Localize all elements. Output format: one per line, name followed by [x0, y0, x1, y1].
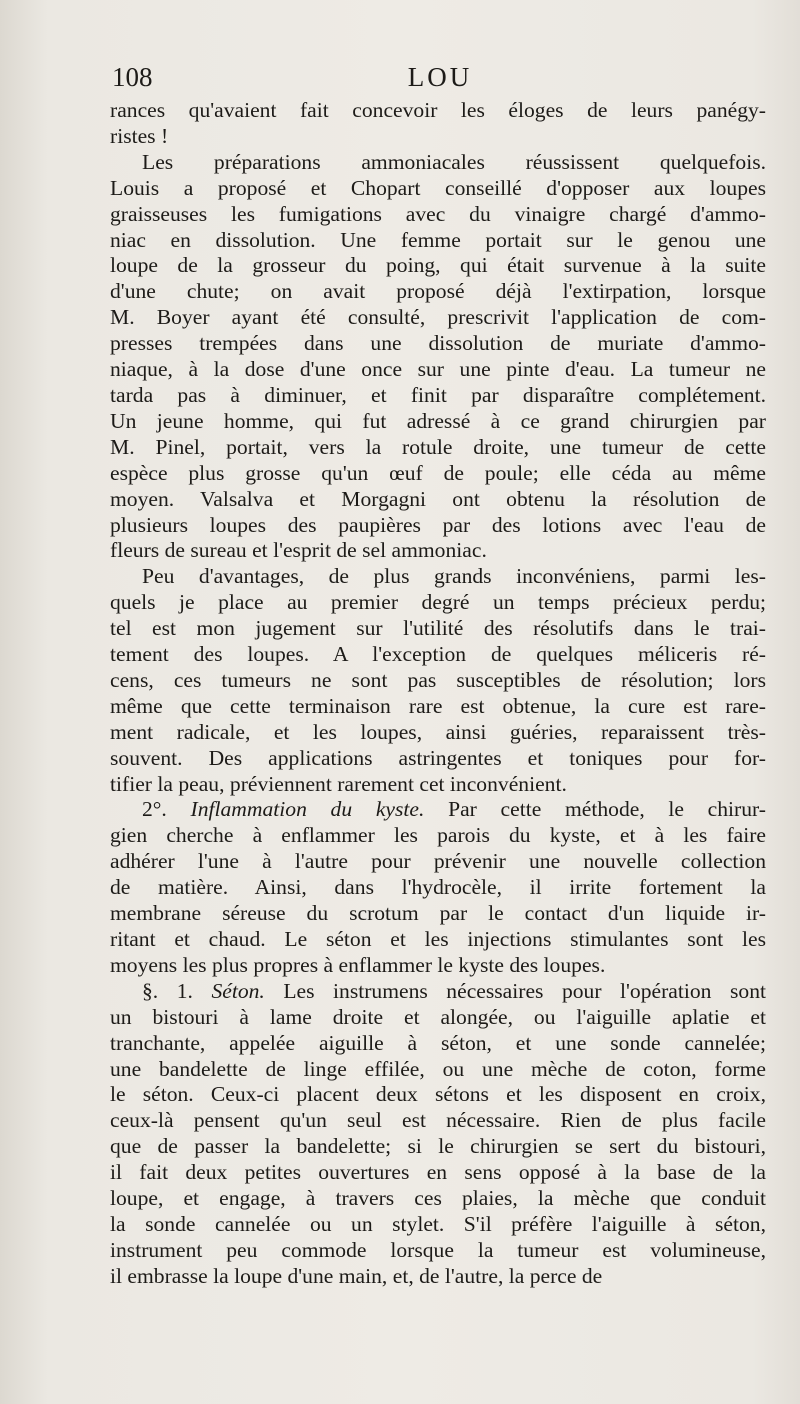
text-line: une bandelette de linge effilée, ou une mèche de coton, forme [110, 1056, 766, 1081]
text-line: fleurs de sureau et l'esprit de sel ammoniac. [110, 538, 487, 563]
text-line: adhérer l'une à l'autre pour prévenir une nouvelle collection [110, 849, 766, 874]
text-line: ritant et chaud. Le séton et les injections stimulantes sont les [110, 927, 766, 951]
text-line: moyens les plus propres à enflammer le kyste des loupes. [110, 952, 606, 977]
text-line: tel est mon jugement sur l'utilité des résolutifs dans le trai- [110, 616, 766, 641]
text-line: loupe de la grosseur du poing, qui était survenue à la suite [110, 253, 766, 278]
text-line: il embrasse la loupe d'une main, et, de l'autre, la perce de [110, 1263, 603, 1288]
page-header [112, 62, 768, 96]
section-title: Séton. [211, 978, 265, 1003]
text-line: tranchante, appelée aiguille à séton, et une sonde cannelée; [110, 1030, 766, 1055]
page-number: 108 [112, 62, 153, 92]
text-line: presses trempées dans une dissolution de muriate d'ammo- [110, 331, 766, 356]
text-line: tifier la peau, préviennent rarement cet inconvénient. [110, 771, 567, 796]
text-line: gien cherche à enflammer les parois du kyste, et à les faire [110, 823, 766, 848]
text-line: Peu d'avantages, de plus grands inconvéniens, parmi les- [142, 564, 766, 589]
text-line: même que cette terminaison rare est obtenue, la cure est rare- [110, 693, 766, 718]
text-line: souvent. Des applications astringentes et toniques pour for- [110, 745, 766, 770]
text-line: il fait deux petites ouvertures en sens opposé à la base de la [110, 1160, 766, 1185]
text-line: niac en dissolution. Une femme portait sur le genou une [110, 227, 766, 252]
section-title: Inflammation du kyste. [190, 797, 425, 822]
section-number: §. 1. [142, 978, 212, 1003]
text-line: ristes ! [110, 123, 169, 148]
text-line: niaque, à la dose d'une once sur une pinte d'eau. La tumeur ne [110, 357, 766, 382]
text-line: plusieurs loupes des paupières par des lotions avec l'eau de [110, 512, 766, 537]
text-line: instrument peu commode lorsque la tumeur est volumineuse, [110, 1237, 766, 1262]
text-line: Les préparations ammoniacales réussissent quelquefois. [142, 149, 766, 174]
text-line: ceux-là pensent qu'un seul est nécessaire. Rien de plus facile [110, 1108, 766, 1133]
text-line: moyen. Valsalva et Morgagni ont obtenu la résolution de [110, 486, 766, 511]
running-head: LOU [407, 62, 473, 92]
line-text: Les instrumens nécessaires pour l'opération sont [264, 978, 766, 1003]
paragraph [110, 979, 766, 1290]
text-line: M. Boyer ayant été consulté, prescrivit l'application de com- [110, 305, 766, 330]
paragraph [110, 98, 766, 150]
text-line: Louis a proposé et Chopart conseillé d'opposer aux loupes [110, 175, 766, 200]
text-line: que de passer la bandelette; si le chirurgien se sert du bistouri, [110, 1134, 766, 1159]
text-line: membrane séreuse du scrotum par le contact d'un liquide ir- [110, 901, 766, 926]
text-line: d'une chute; on avait proposé déjà l'extirpation, lorsque [110, 279, 766, 304]
paragraph [110, 150, 766, 565]
text-line: le séton. Ceux-ci placent deux sétons et les disposent en croix, [110, 1082, 766, 1107]
section-number: 2°. [142, 797, 191, 822]
text-line: Un jeune homme, qui fut adressé à ce grand chirurgien par [110, 408, 766, 433]
text-line: cens, ces tumeurs ne sont pas susceptibles de résolution; lors [110, 667, 766, 692]
text-line: graisseuses les fumigations avec du vinaigre chargé d'ammo- [110, 201, 766, 226]
paragraph [110, 797, 766, 978]
text-line: tarda pas à diminuer, et finit par disparaître complétement. [110, 382, 766, 407]
text-line: M. Pinel, portait, vers la rotule droite, une tumeur de cette [110, 434, 766, 459]
text-line: rances qu'avaient fait concevoir les éloges de leurs panégy- [110, 98, 766, 122]
body-text [110, 98, 766, 1290]
text-line [110, 797, 766, 823]
text-line: loupe, et engage, à travers ces plaies, la mèche que conduit [110, 1186, 766, 1211]
text-line: tement des loupes. A l'exception de quelques méliceris ré- [110, 642, 766, 667]
line-text: Par cette méthode, le chirur- [424, 797, 766, 822]
text-line: ment radicale, et les loupes, ainsi guéries, reparaissent très- [110, 719, 766, 744]
text-line [110, 979, 766, 1005]
text-line: quels je place au premier degré un temps précieux perdu; [110, 590, 766, 615]
text-line: espèce plus grosse qu'un œuf de poule; elle céda au même [110, 460, 766, 485]
paragraph [110, 564, 766, 797]
text-line: la sonde cannelée ou un stylet. S'il préfère l'aiguille à séton, [110, 1211, 766, 1236]
text-line: un bistouri à lame droite et alongée, ou l'aiguille aplatie et [110, 1004, 766, 1029]
text-line: de matière. Ainsi, dans l'hydrocèle, il irrite fortement la [110, 875, 766, 900]
